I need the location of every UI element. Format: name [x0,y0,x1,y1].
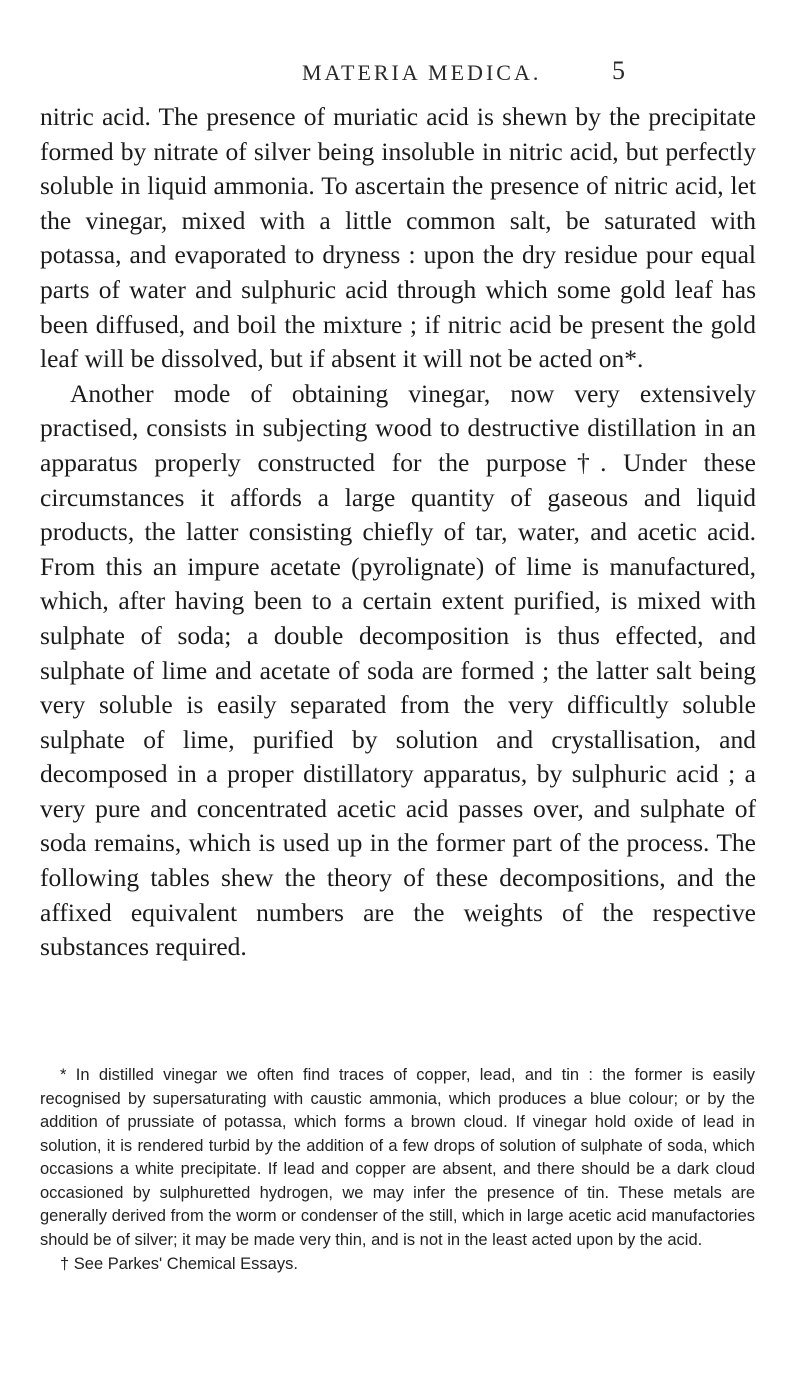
body-paragraph: Another mode of obtaining vinegar, now very extensively practised, consists in subjecting wood to destructive distillation in an apparatus properly constructed for the purpose†. Under these circumstances it affords a large quantity of gaseous and liquid products, the latter consisting chiefly of tar, water, and acetic acid. From this an impure acetate (pyrolignate) of lime is manufactured, which, after having been to a certain extent purified, is mixed with sulphate of soda; a double decomposition is thus effected, and sulphate of lime and acetate of soda are formed ; the latter salt being very soluble is easily separated from the very difficultly soluble sulphate of lime, purified by solution and crystallisation, and decomposed in a proper distillatory apparatus, by sulphuric acid ; a very pure and concentrated acetic acid passes over, and sulphate of soda remains, which is used up in the former part of the process. The following tables shew the theory of these decompositions, and the affixed equivalent numbers are the weights of the respective substances required. [40,378,756,962]
running-title: MATERIA MEDICA. [302,60,542,85]
page-number: 5 [612,56,625,85]
footnotes [40,1064,755,1277]
body-text [40,100,756,965]
running-head [0,56,800,86]
footnote: * In distilled vinegar we often find traces of copper, lead, and tin : the former is easily recognised by supersaturating with caustic ammonia, which produces a blue colour; or by the addition of prussiate of potassa, which forms a brown cloud. If vinegar hold oxide of lead in solution, it is rendered turbid by the addition of a few drops of solution of sulphate of soda, which occasions a white precipitate. If lead and copper are absent, and there should be a dark cloud occasioned by sulphuretted hydrogen, we may infer the presence of tin. These metals are generally derived from the worm or condenser of the still, which in large acetic acid manufactories should be of silver; it may be made very thin, and is not in the least acted upon by the acid. [40,1066,755,1249]
body-paragraph: nitric acid. The presence of muriatic acid is shewn by the precipitate formed by nitrate of silver being insoluble in nitric acid, but perfectly soluble in liquid ammonia. To ascertain the presence of nitric acid, let the vinegar, mixed with a little common salt, be saturated with potassa, and evaporated to dryness : upon the dry residue pour equal parts of water and sulphuric acid through which some gold leaf has been diffused, and boil the mixture ; if nitric acid be present the gold leaf will be dissolved, but if absent it will not be acted on*. [40,102,756,374]
footnote: † See Parkes' Chemical Essays. [60,1255,298,1273]
